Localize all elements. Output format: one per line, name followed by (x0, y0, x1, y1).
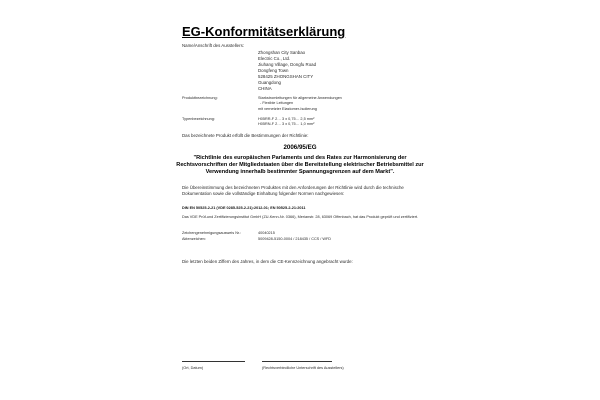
product-description (258, 96, 342, 112)
type-label: Typenbezeichnung: (182, 117, 215, 121)
signature-label: (Rechtsverbindliche Unterschrift des Ausstellers) (262, 366, 344, 370)
address-line: Zhongshan City Sanbao (258, 50, 306, 55)
product-line: mit vernetzter Elastomer-Isolierung (258, 106, 317, 111)
product-line: Starkstromleitungen für allgemeine Anwendungen (258, 96, 342, 100)
cert-label: Zeichengenehmigungsausweis Nr.: (182, 231, 242, 235)
signature-place-label: (Ort, Datum) (182, 366, 204, 370)
address-line: Jiuhang Village, Dongfu Road (258, 62, 317, 67)
address-line: 528425 ZHONGSHAN CITY (258, 74, 314, 79)
type-list (258, 117, 314, 128)
file-label: Aktenzeichen: (182, 237, 206, 241)
vde-text: Das VDE Prüf-und Zertifizierungsinstitut GmbH (ZU-Kenn-Nr. 0366), Merianstr. 28, 63069 Offenbach, hat das Produkt geprüft und zertifiziert. (182, 215, 419, 219)
directive-title: "Richtlinie des europäischen Parlaments und des Rates zur Harmonisierung der Rechtsvorschriften der Mitgliedstaaten über die Bereitstellung elektrischer Betriebsmittel zur Verwendung innerhalb bestimmter Spannungsgrenzen auf dem Markt". (176, 155, 424, 175)
address-line: CHINA (258, 86, 272, 91)
manufacturer-label: Name/Anschrift des Ausstellers: (182, 43, 244, 48)
type-line: H05RR-F 2… 3 x 0,75… 2,5 mm² (258, 117, 315, 121)
file-value: 5009428-5150-0004 / 218435 / CCS / WFD (258, 237, 332, 241)
address-line: Guangdong (258, 80, 281, 85)
product-label: Produktbezeichnung: (182, 96, 218, 100)
conformity-intro: Das bezeichnete Produkt erfüllt die Bestimmungen der Richtlinie: (182, 133, 309, 138)
signature-line-place (182, 361, 245, 362)
directive-number: 2006/95/EG (283, 144, 317, 151)
ce-text: Die letzten beiden Ziffern des Jahres, in dem die CE-Kennzeichnung angebracht wurde: (182, 259, 353, 264)
product-line: - Flexible Leitungen (260, 101, 294, 106)
address-line: Electric Co., Ltd. (258, 56, 291, 61)
address-line: Dongfeng Town (258, 68, 289, 73)
manufacturer-address (258, 50, 316, 92)
standards: DIN EN 50525-2-21 (VDE 0285-525-2-21):2012-01; EN 50525-2-21:2011 (182, 206, 306, 210)
cert-value: 40040215 (258, 231, 275, 235)
compliance-text: Die Übereinstimmung des bezeichneten Produktes mit den Anforderungen der Richtlinie wird durch die technische Dokumentation sowie die vollständige Einhaltung folgender Normen nachgewiesen: (182, 185, 404, 196)
signature-line-signature (262, 361, 332, 362)
type-line: H05RN-F 2… 3 x 0,75… 1,0 mm² (258, 122, 315, 127)
document-title: EG-Konformitätserklärung (182, 24, 346, 39)
